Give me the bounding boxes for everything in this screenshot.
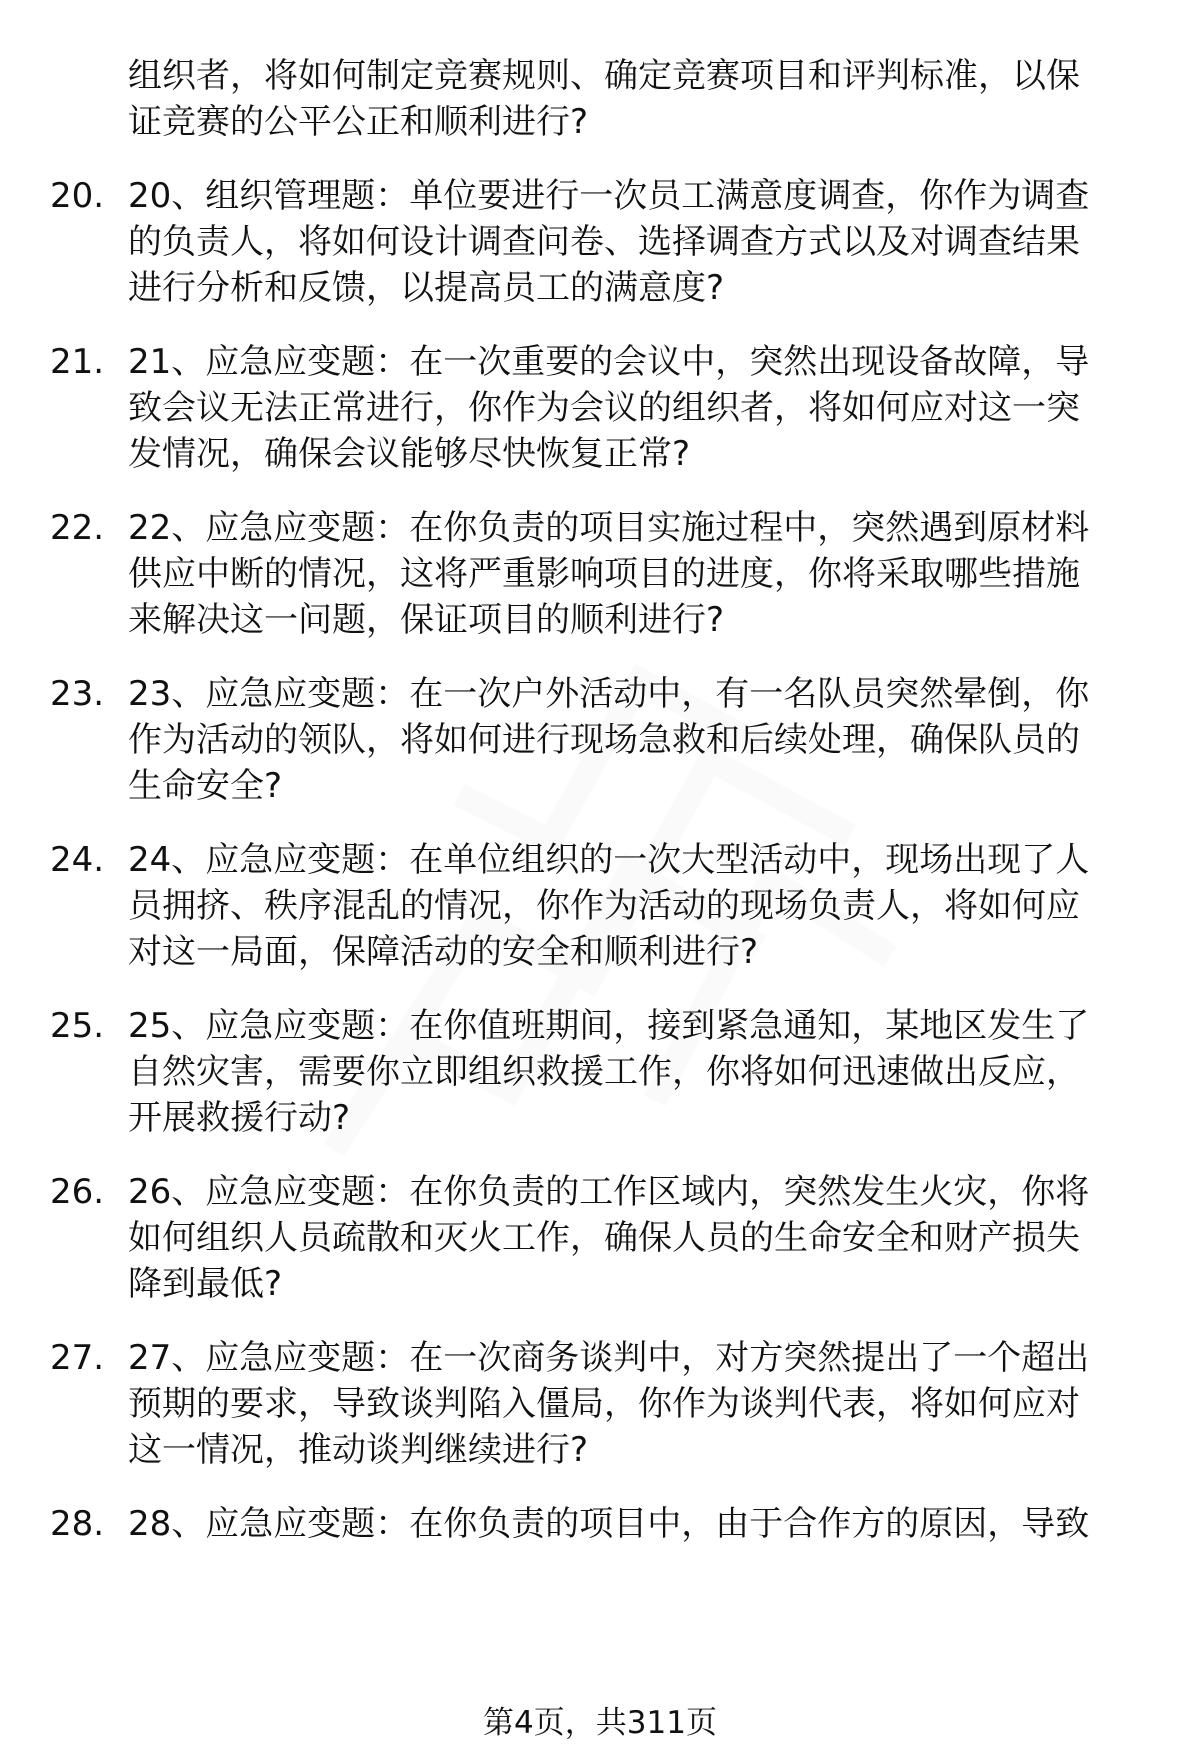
- item-26-line-2: 如何组织人员疏散和灭火工作，确保人员的生命安全和财产损失: [128, 1218, 1080, 1258]
- item-number-20: 20.: [50, 176, 105, 216]
- item-22-line-3: 来解决这一问题，保证项目的顺利进行?: [128, 600, 725, 640]
- item-23-line-2: 作为活动的领队，将如何进行现场急救和后续处理，确保队员的: [128, 720, 1080, 760]
- item-22-line-2: 供应中断的情况，这将严重影响项目的进度，你将采取哪些措施: [128, 554, 1080, 594]
- item-27-line-1: 27、应急应变题：在一次商务谈判中，对方突然提出了一个超出: [128, 1338, 1090, 1378]
- item-20-line-2: 的负责人，将如何设计调查问卷、选择调查方式以及对调查结果: [128, 222, 1080, 262]
- item-number-21: 21.: [50, 342, 105, 382]
- item-24-line-2: 员拥挤、秩序混乱的情况，你作为活动的现场负责人，将如何应: [128, 886, 1080, 926]
- item-26-line-3: 降到最低?: [128, 1264, 283, 1304]
- item-number-24: 24.: [50, 840, 105, 880]
- item-24-line-1: 24、应急应变题：在单位组织的一次大型活动中，现场出现了人: [128, 840, 1090, 880]
- item-25-line-1: 25、应急应变题：在你值班期间，接到紧急通知，某地区发生了: [128, 1006, 1090, 1046]
- item-22-line-1: 22、应急应变题：在你负责的项目实施过程中，突然遇到原材料: [128, 508, 1090, 548]
- continuation-line-2: 证竞赛的公平公正和顺利进行?: [128, 102, 589, 142]
- item-24-line-3: 对这一局面，保障活动的安全和顺利进行?: [128, 932, 759, 972]
- item-number-28: 28.: [50, 1504, 105, 1544]
- item-21-line-2: 致会议无法正常进行，你作为会议的组织者，将如何应对这一突: [128, 388, 1080, 428]
- item-number-23: 23.: [50, 674, 105, 714]
- item-25-line-2: 自然灾害，需要你立即组织救援工作，你将如何迅速做出反应，: [128, 1052, 1080, 1092]
- item-28-line-1: 28、应急应变题：在你负责的项目中，由于合作方的原因，导致: [128, 1504, 1090, 1544]
- item-27-line-3: 这一情况，推动谈判继续进行?: [128, 1430, 589, 1470]
- item-21-line-1: 21、应急应变题：在一次重要的会议中，突然出现设备故障，导: [128, 342, 1090, 382]
- item-25-line-3: 开展救援行动?: [128, 1098, 351, 1138]
- page-footer: 第4页，共311页: [483, 1705, 717, 1741]
- item-number-25: 25.: [50, 1006, 105, 1046]
- item-26-line-1: 26、应急应变题：在你负责的工作区域内，突然发生火灾，你将: [128, 1172, 1090, 1212]
- item-23-line-1: 23、应急应变题：在一次户外活动中，有一名队员突然晕倒，你: [128, 674, 1090, 714]
- item-20-line-1: 20、组织管理题：单位要进行一次员工满意度调查，你作为调查: [128, 176, 1090, 216]
- item-20-line-3: 进行分析和反馈，以提高员工的满意度?: [128, 268, 725, 308]
- item-number-27: 27.: [50, 1338, 105, 1378]
- continuation-line-1: 组织者，将如何制定竞赛规则、确定竞赛项目和评判标准，以保: [128, 56, 1080, 96]
- item-21-line-3: 发情况，确保会议能够尽快恢复正常?: [128, 434, 691, 474]
- item-number-22: 22.: [50, 508, 105, 548]
- item-number-26: 26.: [50, 1172, 105, 1212]
- item-27-line-2: 预期的要求，导致谈判陷入僵局，你作为谈判代表，将如何应对: [128, 1384, 1080, 1424]
- item-23-line-3: 生命安全?: [128, 766, 283, 806]
